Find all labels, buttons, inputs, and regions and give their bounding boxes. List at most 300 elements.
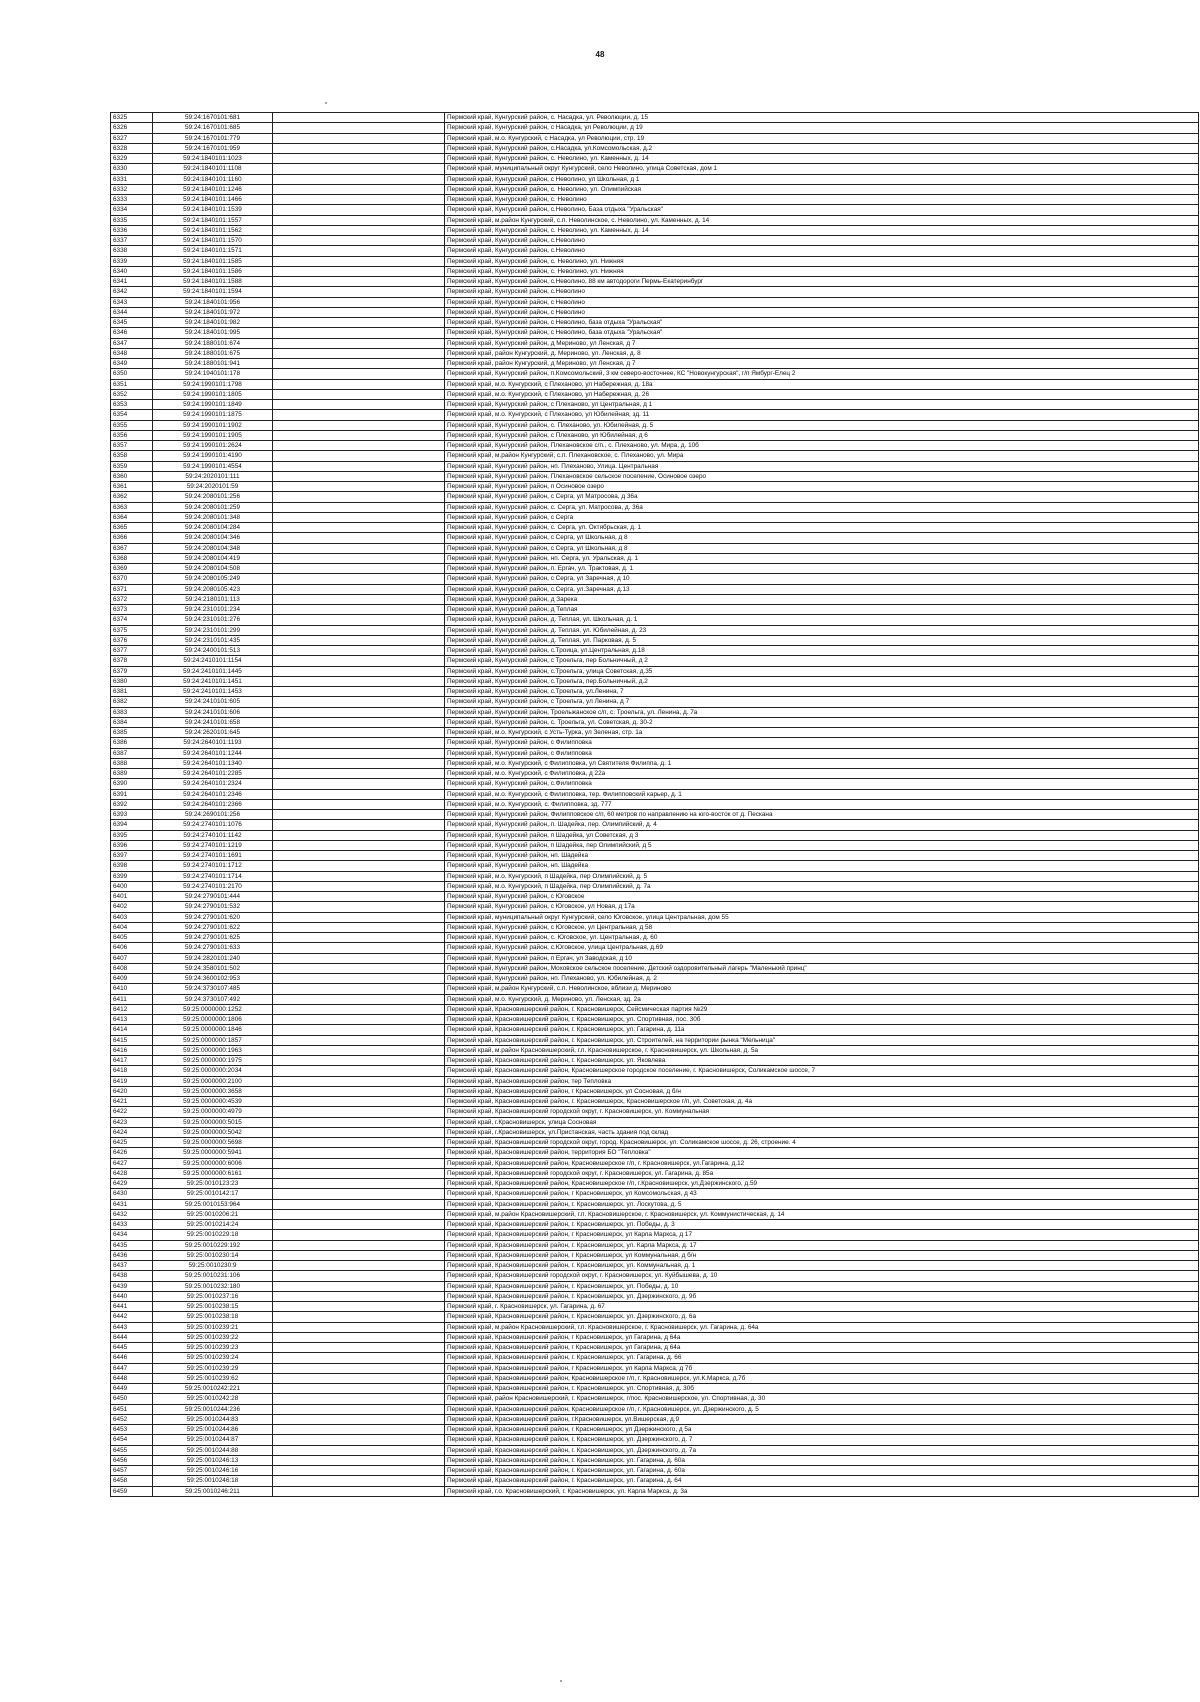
- row-number-cell: 6387: [111, 748, 153, 758]
- address-cell: Пермский край, Красновишерский городской округ, г. Красновишерск, ул. Гагарина, д. 85а: [445, 1168, 1199, 1178]
- empty-cell: [273, 1373, 445, 1383]
- row-number-cell: 6451: [111, 1404, 153, 1414]
- address-cell: Пермский край, Кунгурский район, с Неволино, база отдыха "Уральская": [445, 328, 1199, 338]
- cadastral-number-cell: 59:25:0010246:16: [153, 1466, 273, 1476]
- table-row: [111, 1343, 1199, 1353]
- empty-cell: [273, 184, 445, 194]
- address-cell: Пермский край, Кунгурский район, нп. Шадейка: [445, 851, 1199, 861]
- address-cell: Пермский край, Кунгурский район, Троельжанское с/п, с. Троельга, ул. Ленина, д. 7а: [445, 707, 1199, 717]
- table-row: [111, 482, 1199, 492]
- cadastral-number-cell: 59:25:0010123:23: [153, 1179, 273, 1189]
- address-cell: Пермский край, Кунгурский район, с.Неволино: [445, 246, 1199, 256]
- empty-cell: [273, 1015, 445, 1025]
- table-row: [111, 1281, 1199, 1291]
- empty-cell: [273, 1107, 445, 1117]
- cadastral-number-cell: 59:24:2740101:1691: [153, 851, 273, 861]
- table-row: [111, 113, 1199, 123]
- row-number-cell: 6384: [111, 717, 153, 727]
- empty-cell: [273, 984, 445, 994]
- cadastral-number-cell: 59:24:3730107:485: [153, 984, 273, 994]
- empty-cell: [273, 1466, 445, 1476]
- empty-cell: [273, 1291, 445, 1301]
- empty-cell: [273, 1414, 445, 1424]
- address-cell: Пермский край, Кунгурский район, д. Теплая, ул. Юбилейная, д. 23: [445, 625, 1199, 635]
- table-row: [111, 154, 1199, 164]
- cadastral-number-cell: 59:24:1990101:1849: [153, 400, 273, 410]
- row-number-cell: 6347: [111, 338, 153, 348]
- address-cell: Пермский край, Кунгурский район, с Серга, ул Заречная, д 10: [445, 574, 1199, 584]
- row-number-cell: 6415: [111, 1035, 153, 1045]
- row-number-cell: 6443: [111, 1322, 153, 1332]
- empty-cell: [273, 113, 445, 123]
- row-number-cell: 6410: [111, 984, 153, 994]
- address-cell: Пермский край, г.о. Красновишерский, г. Красновишерск, ул. Карла Маркса, д. 3а: [445, 1486, 1199, 1496]
- cadastral-number-cell: 59:25:0000000:5015: [153, 1117, 273, 1127]
- cadastral-number-cell: 59:24:1990101:4554: [153, 461, 273, 471]
- table-row: [111, 533, 1199, 543]
- address-cell: Пермский край, Красновишерский район, г Красновишерск, ул Коммунальная, д б/н: [445, 1250, 1199, 1260]
- cadastral-number-cell: 59:24:2410101:1445: [153, 666, 273, 676]
- row-number-cell: 6435: [111, 1240, 153, 1250]
- empty-cell: [273, 1220, 445, 1230]
- table-row: [111, 984, 1199, 994]
- table-row: [111, 738, 1199, 748]
- address-cell: Пермский край, Кунгурский район, Моховское сельское поселение, Детский оздоровительный лагерь "Маленький принц": [445, 963, 1199, 973]
- table-row: [111, 430, 1199, 440]
- row-number-cell: 6329: [111, 154, 153, 164]
- table-row: [111, 974, 1199, 984]
- cadastral-number-cell: 59:24:1840101:1562: [153, 225, 273, 235]
- address-cell: Пермский край, Красновишерский район, г. Красновишерск, ул. Гагарина, д. 60а: [445, 1455, 1199, 1465]
- row-number-cell: 6442: [111, 1312, 153, 1322]
- address-cell: Пермский край, м.о. Кунгурский, д. Мериново, ул. Ленская, зд. 2а: [445, 994, 1199, 1004]
- row-number-cell: 6418: [111, 1066, 153, 1076]
- cadastral-number-cell: 59:25:0000000:4979: [153, 1107, 273, 1117]
- cadastral-number-cell: 59:24:2080105:423: [153, 584, 273, 594]
- table-row: [111, 1086, 1199, 1096]
- cadastral-number-cell: 59:24:1840101:1246: [153, 184, 273, 194]
- empty-cell: [273, 1353, 445, 1363]
- table-row: [111, 963, 1199, 973]
- table-row: [111, 707, 1199, 717]
- table-row: [111, 195, 1199, 205]
- cadastral-number-cell: 59:24:1840101:1586: [153, 266, 273, 276]
- cadastral-number-cell: 59:24:2080104:284: [153, 523, 273, 533]
- table-row: [111, 922, 1199, 932]
- row-number-cell: 6368: [111, 553, 153, 563]
- row-number-cell: 6367: [111, 543, 153, 553]
- row-number-cell: 6402: [111, 902, 153, 912]
- address-cell: Пермский край, Красновишерский район, г. Красновишерск, ул. Коммунальная, д. 1: [445, 1261, 1199, 1271]
- cadastral-number-cell: 59:25:0010244:236: [153, 1404, 273, 1414]
- cadastral-number-cell: 59:25:0010230:9: [153, 1261, 273, 1271]
- cadastral-number-cell: 59:24:2740101:1714: [153, 871, 273, 881]
- address-cell: Пермский край, Кунгурский район, с Насадка, ул Революции, д 19: [445, 123, 1199, 133]
- address-cell: Пермский край, Кунгурский район, с.Юговское, улица Центральная, д.69: [445, 943, 1199, 953]
- address-cell: Пермский край, Кунгурский район, с Юговское: [445, 892, 1199, 902]
- cadastral-number-cell: 59:25:0000000:3658: [153, 1086, 273, 1096]
- cadastral-number-cell: 59:24:2180101:113: [153, 594, 273, 604]
- address-cell: Пермский край, г.Красновишерск, улица Сосновая: [445, 1117, 1199, 1127]
- empty-cell: [273, 1076, 445, 1086]
- cadastral-number-cell: 59:25:0010142:17: [153, 1189, 273, 1199]
- empty-cell: [273, 236, 445, 246]
- address-cell: Пермский край, Красновишерский район, г.Красновишерск, ул.Вишерская, д.9: [445, 1414, 1199, 1424]
- table-row: [111, 1025, 1199, 1035]
- row-number-cell: 6405: [111, 933, 153, 943]
- row-number-cell: 6358: [111, 451, 153, 461]
- row-number-cell: 6425: [111, 1138, 153, 1148]
- row-number-cell: 6407: [111, 953, 153, 963]
- address-cell: Пермский край, Красновишерский район, г Красновишерск, ул Гагарина, д 64а: [445, 1332, 1199, 1342]
- empty-cell: [273, 1004, 445, 1014]
- cadastral-number-cell: 59:25:0010244:88: [153, 1445, 273, 1455]
- row-number-cell: 6420: [111, 1086, 153, 1096]
- table-row: [111, 1332, 1199, 1342]
- address-cell: Пермский край, муниципальный округ Кунгурский, село Юговское, улица Центральная, дом 55: [445, 912, 1199, 922]
- table-row: [111, 779, 1199, 789]
- cadastral-number-cell: 59:25:0000000:5698: [153, 1138, 273, 1148]
- table-row: [111, 1240, 1199, 1250]
- table-body: [111, 113, 1199, 1497]
- row-number-cell: 6354: [111, 410, 153, 420]
- cadastral-number-cell: 59:24:2080101:256: [153, 492, 273, 502]
- table-row: [111, 1168, 1199, 1178]
- row-number-cell: 6411: [111, 994, 153, 1004]
- empty-cell: [273, 1384, 445, 1394]
- empty-cell: [273, 1045, 445, 1055]
- cadastral-number-cell: 59:24:2790101:625: [153, 933, 273, 943]
- table-row: [111, 799, 1199, 809]
- empty-cell: [273, 789, 445, 799]
- table-row: [111, 1455, 1199, 1465]
- row-number-cell: 6449: [111, 1384, 153, 1394]
- address-cell: Пермский край, Красновишерский район, территория БО "Тепловка": [445, 1148, 1199, 1158]
- row-number-cell: 6434: [111, 1230, 153, 1240]
- address-cell: Пермский край, муниципальный округ Кунгурский, село Неволино, улица Советская, дом 1: [445, 164, 1199, 174]
- address-cell: Пермский край, район Кунгурский, д. Мериново, ул. Ленская, д. 8: [445, 348, 1199, 358]
- address-cell: Пермский край, Красновишерский район, г. Красновишерск, ул. Спортивная, пос. 30б: [445, 1015, 1199, 1025]
- row-number-cell: 6328: [111, 143, 153, 153]
- cadastral-number-cell: 59:24:2620101:645: [153, 728, 273, 738]
- cadastral-number-cell: 59:24:2790101:444: [153, 892, 273, 902]
- cadastral-number-cell: 59:25:0010244:83: [153, 1414, 273, 1424]
- row-number-cell: 6395: [111, 830, 153, 840]
- empty-cell: [273, 1312, 445, 1322]
- table-row: [111, 851, 1199, 861]
- address-cell: Пермский край, Кунгурский район, с Троельга, пер Больничный, д 2: [445, 656, 1199, 666]
- cadastral-number-cell: 59:24:2410101:606: [153, 707, 273, 717]
- empty-cell: [273, 266, 445, 276]
- table-row: [111, 205, 1199, 215]
- row-number-cell: 6393: [111, 810, 153, 820]
- address-cell: Пермский край, Кунгурский район, с.Троельга, пер.Больничный, д.2: [445, 676, 1199, 686]
- empty-cell: [273, 543, 445, 553]
- empty-cell: [273, 195, 445, 205]
- empty-cell: [273, 1179, 445, 1189]
- address-cell: Пермский край, Красновишерский район, Красновишерское городское поселение, г. Красновишерск, Соликамское шоссе, 7: [445, 1066, 1199, 1076]
- row-number-cell: 6381: [111, 687, 153, 697]
- row-number-cell: 6382: [111, 697, 153, 707]
- cadastral-number-cell: 59:25:0010153:964: [153, 1199, 273, 1209]
- row-number-cell: 6339: [111, 256, 153, 266]
- row-number-cell: 6337: [111, 236, 153, 246]
- row-number-cell: 6346: [111, 328, 153, 338]
- empty-cell: [273, 779, 445, 789]
- row-number-cell: 6437: [111, 1261, 153, 1271]
- row-number-cell: 6325: [111, 113, 153, 123]
- row-number-cell: 6357: [111, 441, 153, 451]
- table-row: [111, 1353, 1199, 1363]
- address-cell: Пермский край, Красновишерский район, г. Красновишерск, ул. Победы, д. 10: [445, 1281, 1199, 1291]
- cadastral-number-cell: 59:24:3580101:502: [153, 963, 273, 973]
- row-number-cell: 6333: [111, 195, 153, 205]
- table-row: [111, 830, 1199, 840]
- address-cell: Пермский край, Красновишерский район, г. Красновишерск, Красновишерское г/п, ул. Советская, д. 4а: [445, 1097, 1199, 1107]
- address-cell: Пермский край, Кунгурский район, с.Троельга, улица Советская, д.35: [445, 666, 1199, 676]
- row-number-cell: 6330: [111, 164, 153, 174]
- table-row: [111, 1097, 1199, 1107]
- row-number-cell: 6363: [111, 502, 153, 512]
- empty-cell: [273, 635, 445, 645]
- cadastral-number-cell: 59:25:0010238:18: [153, 1312, 273, 1322]
- cadastral-number-cell: 59:24:2310101:435: [153, 635, 273, 645]
- row-number-cell: 6350: [111, 369, 153, 379]
- cadastral-number-cell: 59:25:0010206:21: [153, 1209, 273, 1219]
- cadastral-number-cell: 59:25:0000000:2100: [153, 1076, 273, 1086]
- row-number-cell: 6430: [111, 1189, 153, 1199]
- cadastral-number-cell: 59:24:1840101:1160: [153, 174, 273, 184]
- address-cell: Пермский край, м.район Красновишерский, г.п. Красновишерское, г. Красновишерск, ул. Гагарина, д. 64а: [445, 1322, 1199, 1332]
- table-row: [111, 1291, 1199, 1301]
- cadastral-number-cell: 59:24:1990101:1798: [153, 379, 273, 389]
- table-row: [111, 1414, 1199, 1424]
- row-number-cell: 6413: [111, 1015, 153, 1025]
- table-row: [111, 297, 1199, 307]
- empty-cell: [273, 728, 445, 738]
- address-cell: Пермский край, Красновишерский район, г. Красновишерск, ул. Дзержинского, д. 7а: [445, 1445, 1199, 1455]
- empty-cell: [273, 553, 445, 563]
- address-cell: Пермский край, Кунгурский район, с Филипповка: [445, 738, 1199, 748]
- address-cell: Пермский край, м.о. Кунгурский, с Плеханово, ул Набережная, д. 26: [445, 389, 1199, 399]
- empty-cell: [273, 1199, 445, 1209]
- empty-cell: [273, 748, 445, 758]
- empty-cell: [273, 1158, 445, 1168]
- empty-cell: [273, 328, 445, 338]
- table-row: [111, 1271, 1199, 1281]
- empty-cell: [273, 963, 445, 973]
- address-cell: Пермский край, Кунгурский район, с. Юговское, ул. Центральная, д. 60: [445, 933, 1199, 943]
- address-cell: Пермский край, Кунгурский район, с Неволино: [445, 297, 1199, 307]
- table-row: [111, 1066, 1199, 1076]
- table-row: [111, 574, 1199, 584]
- empty-cell: [273, 902, 445, 912]
- empty-cell: [273, 154, 445, 164]
- table-row: [111, 1322, 1199, 1332]
- row-number-cell: 6441: [111, 1302, 153, 1312]
- cadastral-number-cell: 59:24:1990101:1805: [153, 389, 273, 399]
- empty-cell: [273, 287, 445, 297]
- row-number-cell: 6414: [111, 1025, 153, 1035]
- cadastral-number-cell: 59:25:0010239:29: [153, 1363, 273, 1373]
- address-cell: Пермский край, Красновишерский район, г Красновишерск, ул Сосновая, д б/н: [445, 1086, 1199, 1096]
- cadastral-number-cell: 59:24:2410101:658: [153, 717, 273, 727]
- cadastral-number-cell: 59:24:1880101:674: [153, 338, 273, 348]
- empty-cell: [273, 656, 445, 666]
- cadastral-number-cell: 59:24:2080104:348: [153, 543, 273, 553]
- table-row: [111, 1425, 1199, 1435]
- empty-cell: [273, 441, 445, 451]
- table-row: [111, 564, 1199, 574]
- table-row: [111, 933, 1199, 943]
- cadastral-number-cell: 59:24:2410101:605: [153, 697, 273, 707]
- row-number-cell: 6450: [111, 1394, 153, 1404]
- row-number-cell: 6338: [111, 246, 153, 256]
- cadastral-number-cell: 59:25:0010246:18: [153, 1476, 273, 1486]
- cadastral-number-cell: 59:25:0010246:13: [153, 1455, 273, 1465]
- row-number-cell: 6436: [111, 1250, 153, 1260]
- address-cell: Пермский край, Красновишерский район, г Красновишерск, ул Комсомольская, д 43: [445, 1189, 1199, 1199]
- row-number-cell: 6377: [111, 646, 153, 656]
- empty-cell: [273, 1271, 445, 1281]
- address-cell: Пермский край, Кунгурский район, с Неволино, ул Школьная, д 1: [445, 174, 1199, 184]
- table-row: [111, 492, 1199, 502]
- cadastral-number-cell: 59:24:2740101:1142: [153, 830, 273, 840]
- table-row: [111, 687, 1199, 697]
- cadastral-number-cell: 59:24:3730107:492: [153, 994, 273, 1004]
- table-row: [111, 892, 1199, 902]
- table-row: [111, 400, 1199, 410]
- address-cell: Пермский край, Кунгурский район, нп. Шадейка: [445, 861, 1199, 871]
- empty-cell: [273, 717, 445, 727]
- table-row: [111, 287, 1199, 297]
- table-row: [111, 605, 1199, 615]
- empty-cell: [273, 738, 445, 748]
- address-cell: Пермский край, Красновишерский район, г. Красновишерск, Сейсмическая партия №29: [445, 1004, 1199, 1014]
- cadastral-number-cell: 59:25:0010239:24: [153, 1353, 273, 1363]
- cadastral-number-cell: 59:24:2740101:2170: [153, 881, 273, 891]
- empty-cell: [273, 205, 445, 215]
- cadastral-number-cell: 59:24:1840101:1108: [153, 164, 273, 174]
- row-number-cell: 6399: [111, 871, 153, 881]
- address-cell: Пермский край, Кунгурский район, с. Неволино, ул. Каменных, д. 14: [445, 154, 1199, 164]
- table-row: [111, 1445, 1199, 1455]
- table-row: [111, 1230, 1199, 1240]
- address-cell: Пермский край, Красновишерский район, г Красновишерск, ул Карла Маркса, д 7б: [445, 1363, 1199, 1373]
- address-cell: Пермский край, Кунгурский район, нп. Серга, ул. Уральская, д. 1: [445, 553, 1199, 563]
- row-number-cell: 6454: [111, 1435, 153, 1445]
- cadastral-number-cell: 59:24:1840101:1557: [153, 215, 273, 225]
- empty-cell: [273, 1281, 445, 1291]
- cadastral-number-cell: 59:24:2080104:419: [153, 553, 273, 563]
- row-number-cell: 6332: [111, 184, 153, 194]
- cadastral-number-cell: 59:24:2310101:234: [153, 605, 273, 615]
- row-number-cell: 6455: [111, 1445, 153, 1455]
- row-number-cell: 6394: [111, 820, 153, 830]
- empty-cell: [273, 666, 445, 676]
- address-cell: Пермский край, Кунгурский район, Филипповское с/п, 60 метров по направлению на юго-восток от д. Пескана: [445, 810, 1199, 820]
- empty-cell: [273, 1322, 445, 1332]
- cadastral-number-cell: 59:24:2020101:111: [153, 471, 273, 481]
- cadastral-number-cell: 59:24:1840101:1570: [153, 236, 273, 246]
- table-row: [111, 994, 1199, 1004]
- row-number-cell: 6457: [111, 1466, 153, 1476]
- empty-cell: [273, 974, 445, 984]
- row-number-cell: 6389: [111, 769, 153, 779]
- row-number-cell: 6419: [111, 1076, 153, 1086]
- empty-cell: [273, 564, 445, 574]
- cadastral-number-cell: 59:24:1840101:995: [153, 328, 273, 338]
- address-cell: Пермский край, Кунгурский район, с. Неволино: [445, 195, 1199, 205]
- empty-cell: [273, 523, 445, 533]
- address-cell: Пермский край, Кунгурский район, с. Неволино, ул. Нижняя: [445, 256, 1199, 266]
- address-cell: Пермский край, Кунгурский район, п Шадейка, пер Олимпийский, д 5: [445, 840, 1199, 850]
- address-cell: Пермский край, м.район Кунгурский, с.п. Плехановское, с. Плеханово, ул. Мира: [445, 451, 1199, 461]
- empty-cell: [273, 646, 445, 656]
- row-number-cell: 6340: [111, 266, 153, 276]
- address-cell: Пермский край, м.о. Кунгурский, с Плеханово, ул Набережная, д. 18а: [445, 379, 1199, 389]
- row-number-cell: 6401: [111, 892, 153, 902]
- table-row: [111, 881, 1199, 891]
- address-cell: Пермский край, м.район Красновишерский, г.п. Красновишерское, г. Красновишерск, ул. Коммунистическая, д. 14: [445, 1209, 1199, 1219]
- table-row: [111, 553, 1199, 563]
- cadastral-number-cell: 59:24:3600102:953: [153, 974, 273, 984]
- row-number-cell: 6412: [111, 1004, 153, 1014]
- empty-cell: [273, 830, 445, 840]
- table-row: [111, 389, 1199, 399]
- empty-cell: [273, 389, 445, 399]
- row-number-cell: 6327: [111, 133, 153, 143]
- cadastral-number-cell: 59:25:0010238:15: [153, 1302, 273, 1312]
- cadastral-number-cell: 59:24:1840101:1585: [153, 256, 273, 266]
- cadastral-number-cell: 59:25:0000000:4539: [153, 1097, 273, 1107]
- table-row: [111, 1179, 1199, 1189]
- address-cell: Пермский край, Кунгурский район, с.Троица, ул.Центральная, д.18: [445, 646, 1199, 656]
- address-cell: Пермский край, Кунгурский район, с Серга: [445, 512, 1199, 522]
- table-row: [111, 1486, 1199, 1496]
- cadastral-number-cell: 59:25:0010231:106: [153, 1271, 273, 1281]
- cadastral-number-cell: 59:25:0010239:21: [153, 1322, 273, 1332]
- empty-cell: [273, 994, 445, 1004]
- cadastral-number-cell: 59:25:0000000:1806: [153, 1015, 273, 1025]
- table-row: [111, 1435, 1199, 1445]
- address-cell: Пермский край, Кунгурский район, с Юговское, ул Новая, д 17а: [445, 902, 1199, 912]
- cadastral-number-cell: 59:24:2790101:633: [153, 943, 273, 953]
- row-number-cell: 6421: [111, 1097, 153, 1107]
- cadastral-number-cell: 59:24:1670101:681: [153, 113, 273, 123]
- address-cell: Пермский край, Кунгурский район, с. Неволино, ул. Нижняя: [445, 266, 1199, 276]
- empty-cell: [273, 933, 445, 943]
- empty-cell: [273, 1343, 445, 1353]
- table-row: [111, 1250, 1199, 1260]
- cadastral-number-cell: 59:24:2820101:240: [153, 953, 273, 963]
- empty-cell: [273, 1086, 445, 1096]
- row-number-cell: 6378: [111, 656, 153, 666]
- row-number-cell: 6445: [111, 1343, 153, 1353]
- row-number-cell: 6344: [111, 307, 153, 317]
- table-row: [111, 1302, 1199, 1312]
- cadastral-number-cell: 59:24:2020101:59: [153, 482, 273, 492]
- cadastral-number-cell: 59:24:1990101:2624: [153, 441, 273, 451]
- cadastral-number-cell: 59:24:1840101:972: [153, 307, 273, 317]
- cadastral-number-cell: 59:25:0000000:2034: [153, 1066, 273, 1076]
- table-row: [111, 277, 1199, 287]
- table-row: [111, 717, 1199, 727]
- address-cell: Пермский край, м.район Красновишерский, г.п. Красновишерское, г. Красновишерск, ул. Школьная, д. 5а: [445, 1045, 1199, 1055]
- table-row: [111, 471, 1199, 481]
- table-row: [111, 451, 1199, 461]
- row-number-cell: 6388: [111, 758, 153, 768]
